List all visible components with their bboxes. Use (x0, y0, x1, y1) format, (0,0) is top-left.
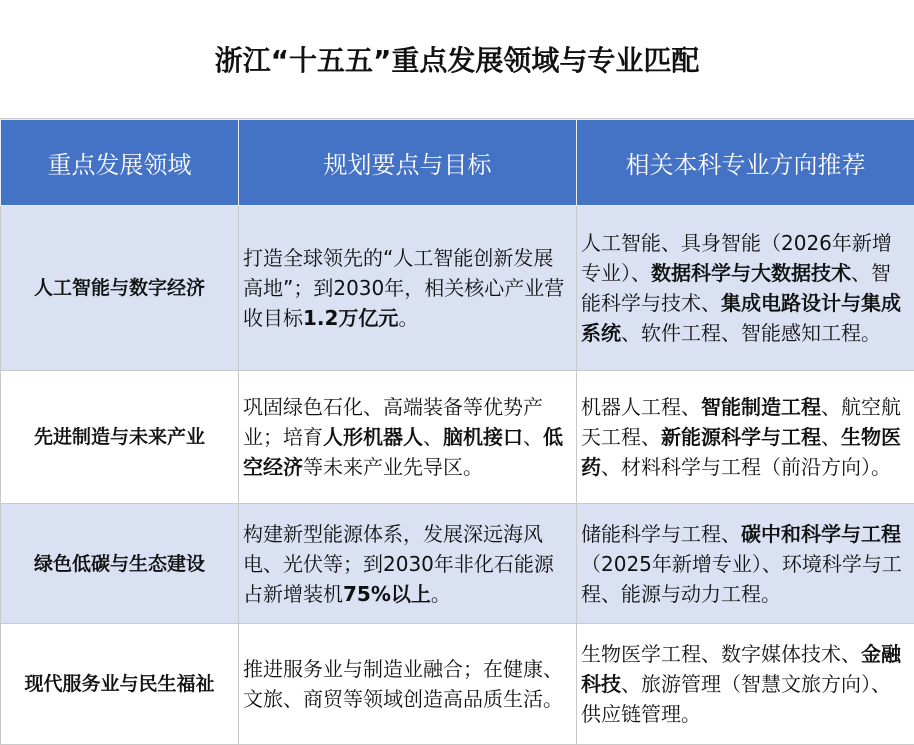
header-plan: 规划要点与目标 (239, 120, 577, 206)
highlight-text: 智能制造工程 (701, 395, 821, 419)
majors-cell (577, 504, 914, 624)
text-segment: 、材料科学与工程（前沿方向）。 (601, 455, 891, 479)
area-cell: 人工智能与数字经济 (1, 206, 239, 371)
area-cell: 绿色低碳与生态建设 (1, 504, 239, 624)
header-area: 重点发展领域 (1, 120, 239, 206)
text-segment: 、软件工程、智能感知工程。 (621, 321, 881, 345)
majors-cell (577, 206, 914, 371)
text-segment: （2025年新增专业）、环境科学与工程、能源与动力工程。 (581, 552, 902, 606)
text-segment: 等未来产业先导区。 (303, 455, 483, 479)
text-segment: 、智能科学与技术、 (581, 261, 891, 315)
plan-cell (239, 206, 577, 371)
highlight-text: 1.2万亿元 (303, 306, 398, 330)
text-segment: 机器人工程、 (581, 395, 701, 419)
highlight-text: 生物医药 (581, 425, 901, 479)
text-segment: 人工智能、具身智能（2026年新增专业）、 (581, 231, 892, 285)
table-row (1, 206, 914, 371)
text-segment: 、 (523, 425, 543, 449)
text-segment: 推进服务业与制造业融合；在健康、文旅、商贸等领域创造高品质生活。 (243, 657, 563, 711)
text-segment: 、 (423, 425, 443, 449)
highlight-text: 集成电路设计与集成系统 (581, 291, 901, 345)
text-segment: 生物医学工程、数字媒体技术、 (581, 642, 861, 666)
highlight-text: 75%以上 (343, 582, 431, 606)
majors-cell (577, 371, 914, 504)
header-row (1, 120, 914, 206)
text-segment: 。 (398, 306, 418, 330)
table-row (1, 504, 914, 624)
highlight-text: 人形机器人 (323, 425, 423, 449)
text-segment: 打造全球领先的“人工智能创新发展高地”；到2030年，相关核心产业营收目标 (243, 246, 564, 330)
plan-cell (239, 624, 577, 745)
text-segment: 、旅游管理（智慧文旅方向）、供应链管理。 (581, 672, 891, 726)
text-segment: 、航空航天工程、 (581, 395, 901, 449)
highlight-text: 金融科技 (581, 642, 901, 696)
area-cell: 现代服务业与民生福祉 (1, 624, 239, 745)
plan-cell (239, 504, 577, 624)
highlight-text: 碳中和科学与工程 (741, 522, 901, 546)
highlight-text: 新能源科学与工程 (661, 425, 821, 449)
matching-table (0, 119, 914, 745)
text-segment: 。 (431, 582, 451, 606)
text-segment: 构建新型能源体系，发展深远海风电、光伏等；到2030年非化石能源占新增装机 (243, 522, 554, 606)
table-row (1, 624, 914, 745)
area-cell: 先进制造与未来产业 (1, 371, 239, 504)
table-row (1, 371, 914, 504)
plan-cell (239, 371, 577, 504)
text-segment: 巩固绿色石化、高端装备等优势产业；培育 (243, 395, 543, 449)
highlight-text: 脑机接口 (443, 425, 523, 449)
majors-cell (577, 624, 914, 745)
page-title: 浙江“十五五”重点发展领域与专业匹配 (0, 0, 914, 119)
text-segment: 储能科学与工程、 (581, 522, 741, 546)
highlight-text: 低空经济 (243, 425, 563, 479)
header-majors: 相关本科专业方向推荐 (577, 120, 914, 206)
highlight-text: 数据科学与大数据技术 (651, 261, 851, 285)
text-segment: 、 (821, 425, 841, 449)
